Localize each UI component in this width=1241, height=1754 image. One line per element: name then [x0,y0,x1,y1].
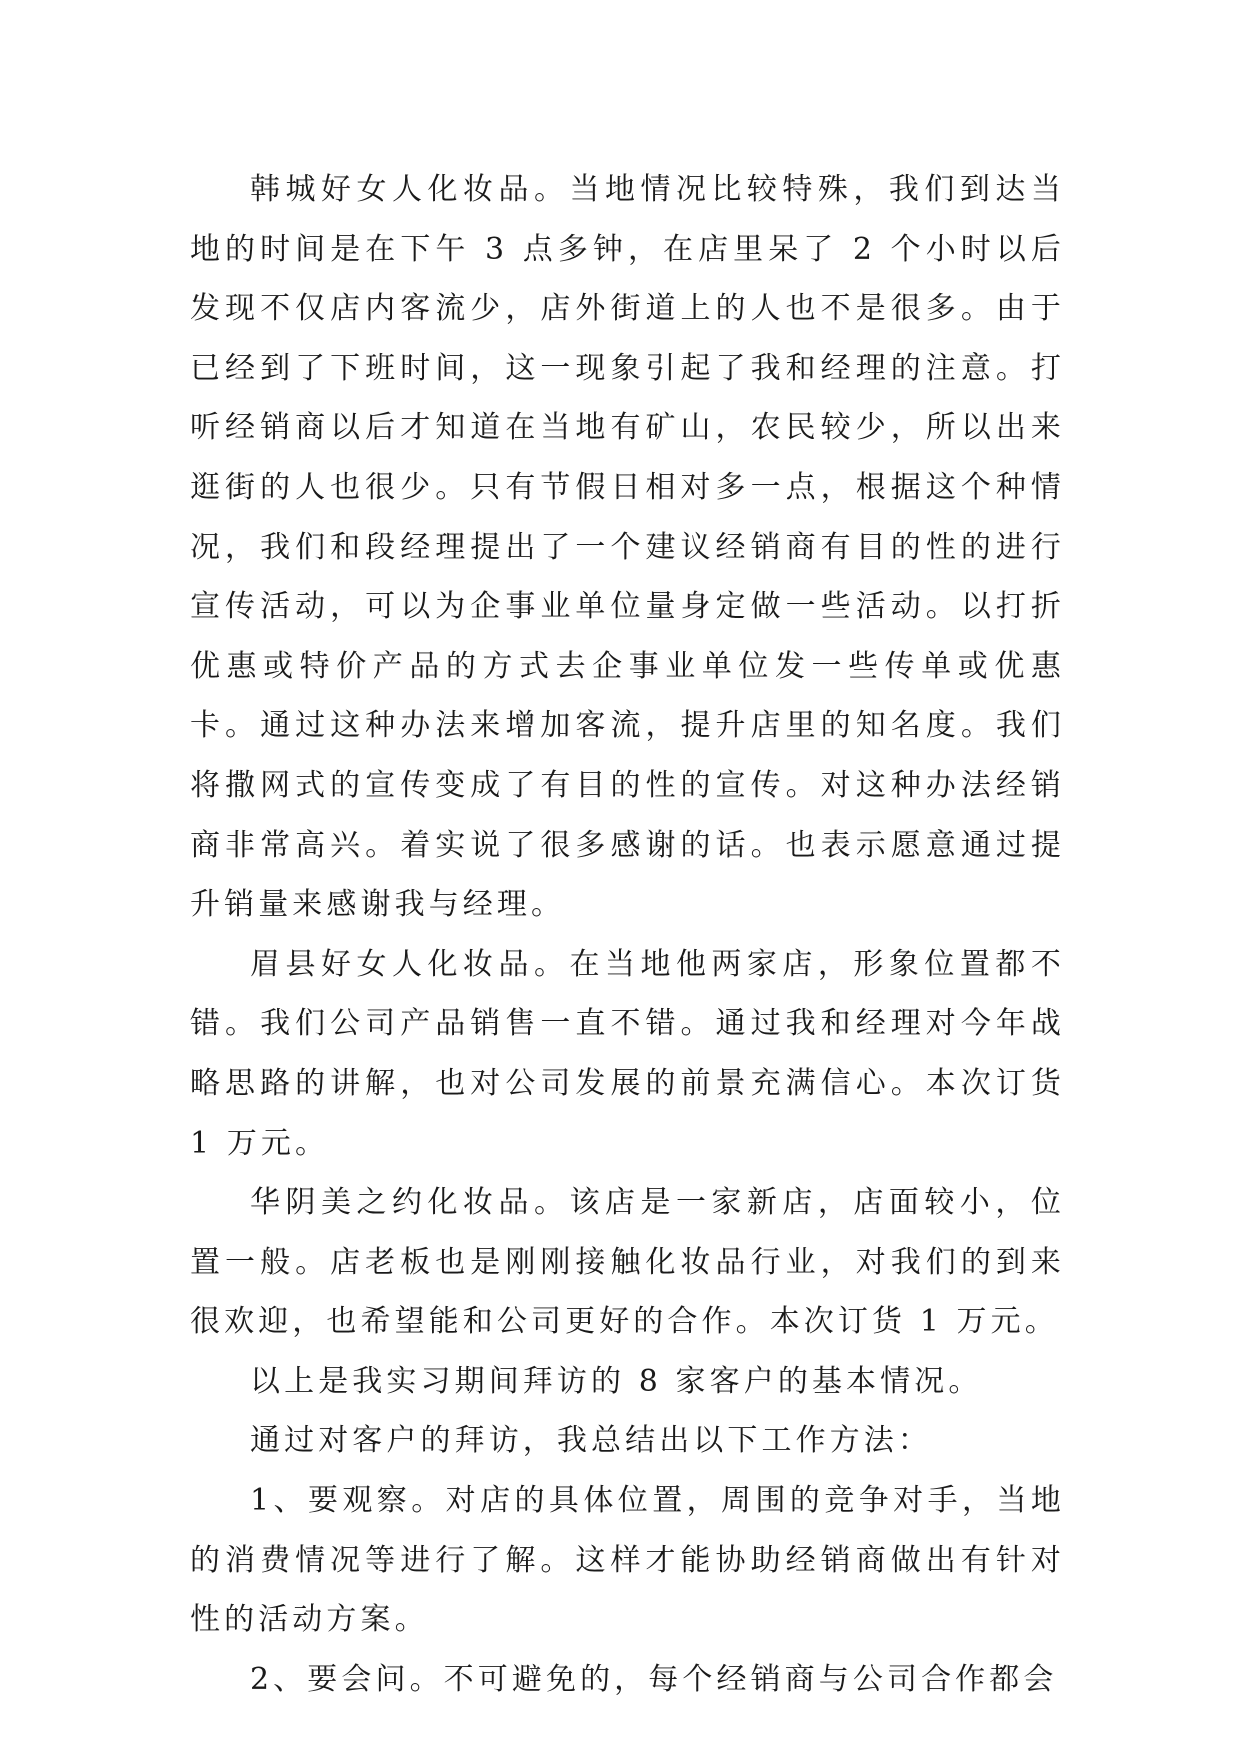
paragraph-meixian-visit: 眉县好女人化妆品。在当地他两家店，形象位置都不错。我们公司产品销售一直不错。通过我和经理对今年战略思路的讲解，也对公司发展的前景充满信心。本次订货 1 万元。 [190,946,1065,1161]
paragraph-summary: 以上是我实习期间拜访的 8 家客户的基本情况。 [250,1363,983,1399]
paragraph-hancheng-visit: 韩城好女人化妆品。当地情况比较特殊，我们到达当地的时间是在下午 3 点多钟，在店里呆了 2 个小时以后发现不仅店内客流少，店外街道上的人也不是很多。由于已经到了下班时间，这一现象引起了我和经理的注意。打听经销商以后才知道在当地有矿山，农民较少，所以出来逛街的人也很少。只有节假日相对多一点，根据这个种情况，我们和段经理提出了一个建议经销商有目的性的进行宣传活动，可以为企事业单位量身定做一些活动。以打折优惠或特价产品的方式去企事业单位发一些传单或优惠卡。通过这种办法来增加客流，提升店里的知名度。我们将撒网式的宣传变成了有目的性的宣传。对这种办法经销商非常高兴。着实说了很多感谢的话。也表示愿意通过提升销量来感谢我与经理。 [190,172,1065,923]
document-page [190,160,1065,1709]
paragraph-method-ask: 2、要会问。不可避免的，每个经销商与公司合作都会 [250,1661,1058,1697]
paragraph-method-observe: 1、要观察。对店的具体位置，周围的竞争对手，当地的消费情况等进行了解。这样才能协助经销商做出有针对性的活动方案。 [190,1483,1065,1638]
paragraph-huayin-visit: 华阴美之约化妆品。该店是一家新店，店面较小，位置一般。店老板也是刚刚接触化妆品行业，对我们的到来很欢迎，也希望能和公司更好的合作。本次订货 1 万元。 [190,1185,1065,1340]
paragraph-methods-intro: 通过对客户的拜访，我总结出以下工作方法： [250,1423,932,1459]
